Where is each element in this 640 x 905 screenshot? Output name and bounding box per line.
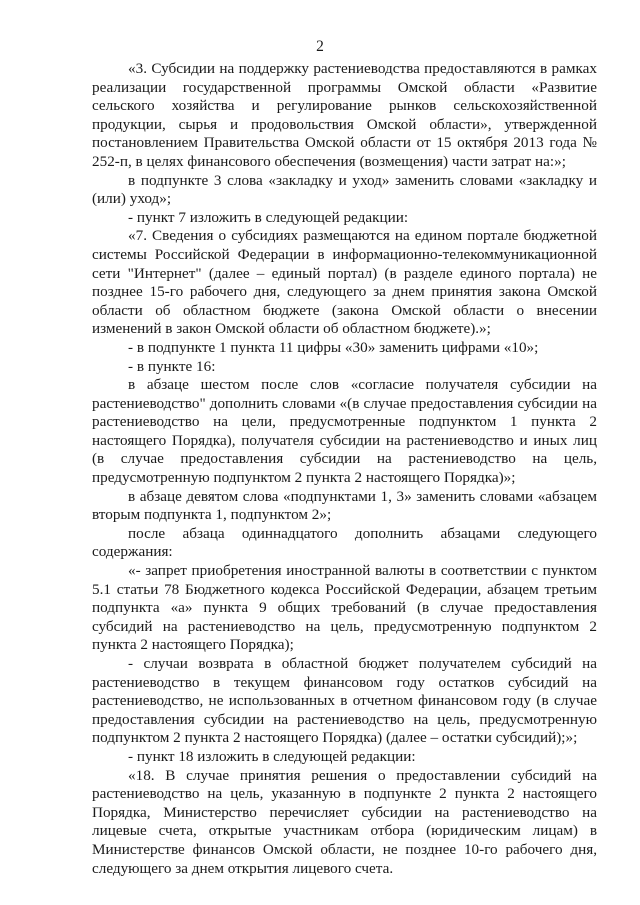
page-number: 2 bbox=[316, 38, 324, 55]
paragraph-point-16-ninth: в абзаце девятом слова «подпунктами 1, 3» заменить словами «абзацем вторым подпункта 1, подпунктом 2»; bbox=[92, 487, 597, 524]
paragraph-currency-ban: «- запрет приобретения иностранной валюты в соответствии с пунктом 5.1 статьи 78 Бюджетного кодекса Российской Федерации, абзацем третьим подпункта «а» пункта 9 общих требований (в случае предоставления субсидий на растениеводство на цель, предусмотренную подпунктом 2 пункта 2 настоящего Порядка); bbox=[92, 562, 597, 654]
paragraph-point-18-text: «18. В случае принятия решения о предоставлении субсидий на растениеводство на цель, указанную в подпункте 2 пункта 2 настоящего Порядка, Министерство перечисляет субсидии на растениеводство на лицевые счета, открытые участникам отбора (юридическим лицам) в Министерстве финансов Омской области, не позднее 10-го рабочего дня, следующего за днем открытия лицевого счета. bbox=[92, 766, 597, 877]
paragraph-point-16-eleventh: после абзаца одиннадцатого дополнить абзацами следующего содержания: bbox=[92, 524, 597, 561]
document-body bbox=[92, 60, 597, 878]
paragraph-point-16-sixth: в абзаце шестом после слов «согласие получателя субсидии на растениеводство" дополнить словами «(в случае предоставления субсидии на растениеводство на цели, предусмотренные подпунктом 1 пункта 2 настоящего Порядка), получателя субсидии на растениеводство и иных лиц (в случае предоставления субсидии на растениеводство на цель, предусмотренную подпунктом 2 пункта 2 настоящего Порядка)»; bbox=[92, 376, 597, 487]
paragraph-point-7-intro: - пункт 7 изложить в следующей редакции: bbox=[128, 208, 409, 226]
paragraph-point-16-intro: - в пункте 16: bbox=[128, 357, 216, 375]
paragraph-refund-cases: - случаи возврата в областной бюджет получателем субсидий на растениеводство в текущем финансовом году остатков субсидий на растениеводство, не использованных в отчетном финансовом году (в случае предоставления субсидии на растениеводство на цель, предусмотренную подпунктом 2 пункта 2 настоящего Порядка) (далее – остатки субсидий);»; bbox=[92, 655, 597, 747]
paragraph-point-11-change: - в подпункте 1 пункта 11 цифры «30» заменить цифрами «10»; bbox=[128, 338, 539, 356]
paragraph-intro-3: «3. Субсидии на поддержку растениеводства предоставляются в рамках реализации государственной программы Омской области «Развитие сельского хозяйства и регулирование рынков сельскохозяйственной продукции, сырья и продовольствия Омской области», утвержденной постановлением Правительства Омской области от 15 октября 2013 года № 252-п, в целях финансового обеспечения (возмещения) части затрат на:»; bbox=[92, 60, 597, 170]
paragraph-point-7-text: «7. Сведения о субсидиях размещаются на едином портале бюджетной системы Российской Федерации в информационно-телекоммуникационной сети "Интернет" (далее – единый портал) (в разделе единого портала) не позднее 15-го рабочего дня, следующего за днем принятия закона Омской области об областном бюджете (закона Омской области о внесении изменений в закон Омской области об областном бюджете).»; bbox=[92, 227, 597, 338]
paragraph-point-18-intro: - пункт 18 изложить в следующей редакции: bbox=[128, 747, 416, 765]
paragraph-subpoint-3-change: в подпункте 3 слова «закладку и уход» заменить словами «закладку и (или) уход»; bbox=[92, 171, 597, 208]
